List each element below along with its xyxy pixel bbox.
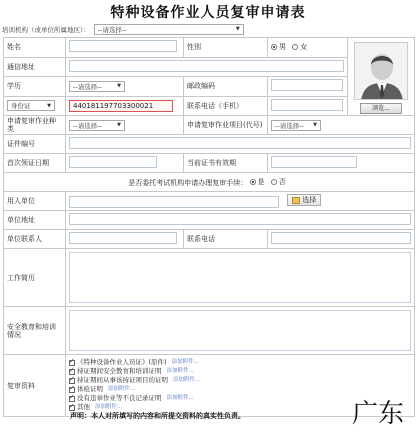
chevron-down-icon: ▼ [117,122,121,128]
entrust-yes-radio[interactable] [250,177,265,187]
entrust-row [4,173,415,192]
first-date-cell [66,154,184,173]
chevron-down-icon: ▼ [235,26,240,32]
employer-label: 用人单位 [4,192,66,211]
safety-training-textarea[interactable] [69,310,411,351]
cert-no-cell [66,135,415,154]
photo-cell [348,38,415,116]
work-history-textarea[interactable] [69,252,411,303]
entrust-yes-label: 是 [257,177,265,186]
postcode-input[interactable] [271,79,343,91]
apply-category-cell [66,116,184,135]
safety-training-label: 安全教育和培训情况 [4,307,66,355]
person-silhouette-icon [355,43,408,100]
declaration-text: 声明：本人对所填写的内容和所提交资料的真实性负责。 [70,412,245,420]
apply-category-select-value: --请选择-- [73,121,102,130]
review-docs-label: 复审资料 [4,355,66,417]
postcode-label: 邮政编码 [184,77,268,97]
idtype-select-value: 身份证 [11,102,31,111]
name-cell [66,38,184,58]
education-select-value: --请选择-- [73,82,102,91]
employer-select-button[interactable] [287,194,321,206]
add-attachment-link[interactable]: 添加附件... [173,377,201,383]
employer-input[interactable] [69,196,279,208]
org-label: 培训机构（或单位所属地区）： [2,25,90,34]
cert-no-input[interactable] [69,137,411,149]
employer-phone-input[interactable] [271,232,411,244]
employer-phone-label: 联系电话 [184,230,268,249]
doc-item-label: 持证期间从事该持证项目的证明 [77,376,168,384]
education-cell [66,77,184,97]
gender-label: 性别 [184,38,268,58]
checkbox-checked-icon[interactable] [69,405,75,411]
employer-address-label: 单位地址 [4,211,66,230]
apply-item-cell [268,116,415,135]
org-select-value: --请选择-- [97,25,127,34]
radio-checked-icon [250,179,256,185]
employer-address-cell [66,211,415,230]
doc-item-label: 《特种设备作业人员证》(原件) [77,358,167,366]
employer-contact-input[interactable] [69,232,177,244]
first-date-label: 首次领证日期 [4,154,66,173]
page-title: 特种设备作业人员复审申请表 [110,5,306,21]
phone-input[interactable] [271,99,343,111]
doc-item-label: 没有违章作业等不良记录证明 [77,394,162,402]
apply-item-select[interactable] [271,120,321,131]
work-history-cell [66,249,415,307]
list-item [69,376,411,385]
employer-select-label: 选择 [302,196,317,205]
phone-label: 联系电话（手机） [184,96,268,116]
work-history-label: 工作简历 [4,249,66,307]
employer-contact-cell [66,230,184,249]
name-label: 姓名 [4,38,66,58]
overlay-caption: 广东 [352,399,405,429]
employer-phone-cell [268,230,415,249]
address-label: 通信地址 [4,57,66,77]
add-attachment-link[interactable]: 添加附件... [95,404,123,410]
phone-cell [268,96,348,116]
employer-cell [66,192,415,211]
entrust-no-label: 否 [278,177,286,186]
id-number-cell [66,96,184,116]
apply-item-label: 申请复审作业项目(代号) [184,116,268,135]
gender-male-radio[interactable] [271,42,286,52]
add-attachment-link[interactable]: 添加附件... [171,359,199,365]
apply-category-select[interactable] [69,120,125,131]
org-select[interactable] [94,24,244,35]
education-label: 学历 [4,77,66,97]
safety-training-cell [66,307,415,355]
add-attachment-link[interactable]: 添加附件... [108,386,136,392]
idtype-cell [4,96,66,116]
address-input[interactable] [69,60,344,72]
address-cell [66,57,348,77]
browse-button[interactable]: 浏览... [360,103,402,114]
folder-icon [292,197,300,204]
postcode-cell [268,77,348,97]
employer-contact-label: 单位联系人 [4,230,66,249]
add-attachment-link[interactable]: 添加附件... [166,395,194,401]
avatar-placeholder [354,42,408,100]
gender-cell [268,38,348,58]
employer-address-input[interactable] [69,213,411,225]
radio-unchecked-icon [292,44,298,50]
valid-until-cell [268,154,415,173]
chevron-down-icon: ▼ [47,102,51,109]
chevron-down-icon: ▼ [117,83,121,90]
entrust-no-radio[interactable] [271,177,286,187]
add-attachment-link[interactable]: 添加附件... [166,368,194,374]
org-row [2,22,244,36]
gender-female-label: 女 [300,43,308,52]
apply-item-select-value: --请选择-- [275,121,304,130]
doc-item-label: 其他 [77,403,90,411]
chevron-down-icon: ▼ [313,122,317,128]
id-number-input[interactable]: 440181197703300021 [69,100,173,112]
list-item [69,367,411,376]
apply-category-label: 申请复审作业种类 [4,116,66,135]
gender-female-radio[interactable] [292,42,307,52]
application-form [3,37,415,417]
cert-no-label: 证件编号 [4,135,66,154]
education-select[interactable] [69,81,125,92]
first-date-input[interactable] [69,156,157,168]
name-input[interactable] [69,40,177,52]
list-item [69,358,411,367]
valid-until-label: 当前证书有效期 [184,154,268,173]
radio-checked-icon [271,44,277,50]
doc-item-label: 体检证明 [77,385,103,393]
radio-unchecked-icon [271,179,277,185]
valid-until-input[interactable] [271,156,357,168]
doc-item-label: 持证期间安全教育和培训证明 [77,367,162,375]
entrust-question: 是否委托考试机构申请办理复审手续： [128,178,248,187]
idtype-select[interactable] [7,100,55,111]
gender-male-label: 男 [279,43,286,52]
